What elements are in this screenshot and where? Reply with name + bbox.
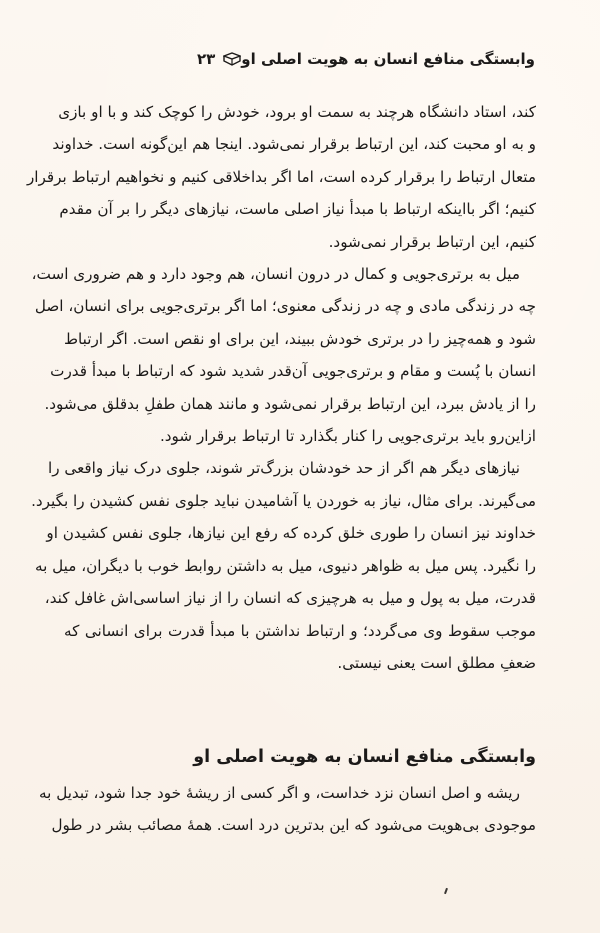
text-line: نیازهای دیگر هم اگر از حد خودشان بزرگ‌تر شوند، جلوی درک نیاز واقعی را [48,459,520,478]
text-line: انسان با پُست و مقام و برتری‌جویی آن‌قدر شدید شود که ارتباط با مبدأ قدرت [50,362,536,381]
text-line: می‌گیرند. برای مثال، نیاز به خوردن یا آشامیدن نباید جلوی نفس کشیدن را بگیرد. [31,491,536,510]
page-header [65,44,535,74]
section-heading: وابستگی منافع انسان به هویت اصلی او [193,747,536,767]
text-line: کند، استاد دانشگاه هرچند به سمت او برود، خودش را کوچک کند و با او بازی [58,103,536,121]
text-line: را نگیرد. پس میل به ظواهر دنیوی، میل به داشتن روابط خوب با دیگران، میل به [34,556,536,575]
text-line: چه در زندگی مادی و چه در زندگی معنوی؛ اما اگر برتری‌جویی برای انسان، اصل [34,297,536,316]
text-line: را از یادش ببرد، این ارتباط برقرار نمی‌شود و مانند همان طفلِ بدقلق می‌شود. [44,394,536,413]
running-title: وابستگی منافع انسان به هویت اصلی او [241,50,535,68]
paragraph [31,258,536,290]
paragraph-cont [34,290,536,452]
paragraph [48,452,536,484]
text-line: کنیم، این ارتباط برقرار نمی‌شود. [328,232,536,251]
text-line: شود و همه‌چیز را در برتری خودش ببیند، این برای او نقص است. اگر ارتباط [63,329,536,348]
pen-mark [444,888,448,894]
text-line: و به او محبت کند، این ارتباط برقرار نمی‌شود. اینجا هم این‌گونه است. خداوند [52,135,536,154]
body-text [26,96,536,679]
text-line: ضعفِ مطلق است یعنی نیستی. [337,653,536,672]
page-number: ۲۳ [196,50,216,68]
text-line: خداوند نیز انسان را طوری خلق کرده که رفع این نیازها، جلوی نفس کشیدن او [46,524,536,543]
text-line: کنیم؛ اگر بااینکه ارتباط با مبدأ نیاز اصلی ماست، نیازهای دیگر را بر آن مقدم [59,200,536,219]
book-ornament-icon [223,52,241,66]
paragraph-cont [31,485,536,679]
paragraph [26,96,536,258]
text-line: موجب سقوط وی می‌گردد؛ و ارتباط نداشتن با مبدأ قدرت برای انسانی که [64,621,536,640]
text-line: متعال ارتباط را برقرار کرده است، اما اگر بداخلاقی کنیم و نخواهیم ارتباط برقرار [26,167,536,186]
section-text [39,777,536,842]
text-line: قدرت، میل به پول و میل به هرچیزی که انسان را از نیاز اساسی‌اش غافل کند، [44,589,536,608]
text-line: میل به برتری‌جویی و کمال در درون انسان، هم وجود دارد و هم ضروری است، [31,265,520,284]
text-line: ازاین‌رو باید برتری‌جویی را کنار بگذارد تا ارتباط برقرار شود. [159,427,536,446]
text-line: موجودی بی‌هویت می‌شود که این بدترین درد است. همهٔ مصائب بشر در طول [51,816,536,835]
text-line: ریشه و اصل انسان نزد خداست، و اگر کسی از ریشهٔ خود جدا شود، تبدیل به [39,784,520,802]
